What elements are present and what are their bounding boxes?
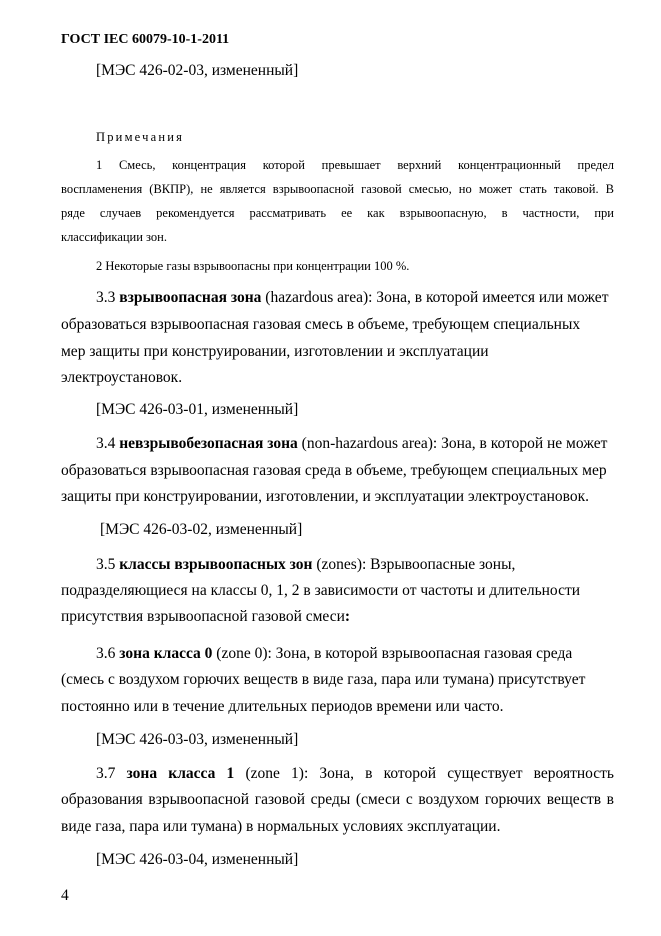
- clause-3-5-line-3: присутствия взрывоопасной газовой смеси:: [61, 608, 351, 625]
- notes-title: Примечания: [96, 130, 185, 144]
- term-zone-0: зона класса 0: [119, 645, 213, 662]
- reference-3: [МЭС 426-03-02, измененный]: [100, 521, 303, 538]
- note-2: 2 Некоторые газы взрывоопасны при концентрации 100 %.: [96, 259, 410, 273]
- note-1-line-4: классификации зон.: [61, 230, 167, 244]
- clause-3-4-line-3: защиты при конструировании, изготовлении, и эксплуатации электроустановок.: [61, 488, 590, 505]
- term-non-hazardous-area: невзрывобезопасная зона: [119, 435, 298, 452]
- note-1-line-3: ряде случаев рекомендуется рассматривать ее как взрывоопасную, в частности, при: [61, 206, 614, 220]
- note-1-line-1: 1 Смесь, концентрация которой превышает верхний концентрационный предел: [96, 158, 614, 172]
- document-code: ГОСТ IEC 60079-10-1-2011: [61, 32, 230, 47]
- page-number: 4: [61, 887, 69, 904]
- clause-3-4-line-1: 3.4 невзрывобезопасная зона (non-hazardous area): Зона, в которой не может: [96, 435, 608, 452]
- term-hazardous-area: взрывоопасная зона: [119, 289, 262, 306]
- clause-3-6-line-1: 3.6 зона класса 0 (zone 0): Зона, в которой взрывоопасная газовая среда: [96, 645, 573, 662]
- term-zones: классы взрывоопасных зон: [119, 556, 313, 573]
- clause-3-6-line-2: (смесь с воздухом горючих веществ в виде газа, пара или тумана) присутствует: [61, 671, 586, 688]
- reference-4: [МЭС 426-03-03, измененный]: [96, 731, 299, 748]
- clause-3-7-line-1: 3.7 зона класса 1 (zone 1): Зона, в которой существует вероятность: [96, 765, 615, 782]
- clause-3-7-line-2: образования взрывоопасной газовой среды (смеси с воздухом горючих веществ в: [61, 791, 614, 808]
- reference-5: [МЭС 426-03-04, измененный]: [96, 851, 299, 868]
- clause-3-5-line-1: 3.5 классы взрывоопасных зон (zones): Взрывоопасные зоны,: [96, 556, 516, 573]
- clause-3-3-line-1: 3.3 взрывоопасная зона (hazardous area): Зона, в которой имеется или может: [96, 289, 609, 306]
- clause-3-3-line-3: мер защиты при конструировании, изготовлении и эксплуатации: [61, 343, 489, 360]
- clause-3-3-line-4: электроустановок.: [61, 369, 183, 386]
- term-zone-1: зона класса 1: [126, 765, 235, 782]
- clause-3-7-line-3: виде газа, пара или тумана) в нормальных условиях эксплуатации.: [61, 818, 501, 835]
- note-1-line-2: воспламенения (ВКПР), не является взрывоопасной газовой смесью, но может стать таковой. В: [61, 182, 614, 196]
- reference-1: [МЭС 426-02-03, измененный]: [96, 62, 299, 79]
- reference-2: [МЭС 426-03-01, измененный]: [96, 401, 299, 418]
- clause-3-6-line-3: постоянно или в течение длительных периодов времени или часто.: [61, 698, 504, 715]
- clause-3-3-line-2: образоваться взрывоопасная газовая смесь в объеме, требующем специальных: [61, 316, 581, 333]
- clause-3-5-line-2: подразделяющиеся на классы 0, 1, 2 в зависимости от частоты и длительности: [61, 582, 581, 599]
- clause-3-4-line-2: образоваться взрывоопасная газовая среда в объеме, требующем специальных мер: [61, 462, 607, 479]
